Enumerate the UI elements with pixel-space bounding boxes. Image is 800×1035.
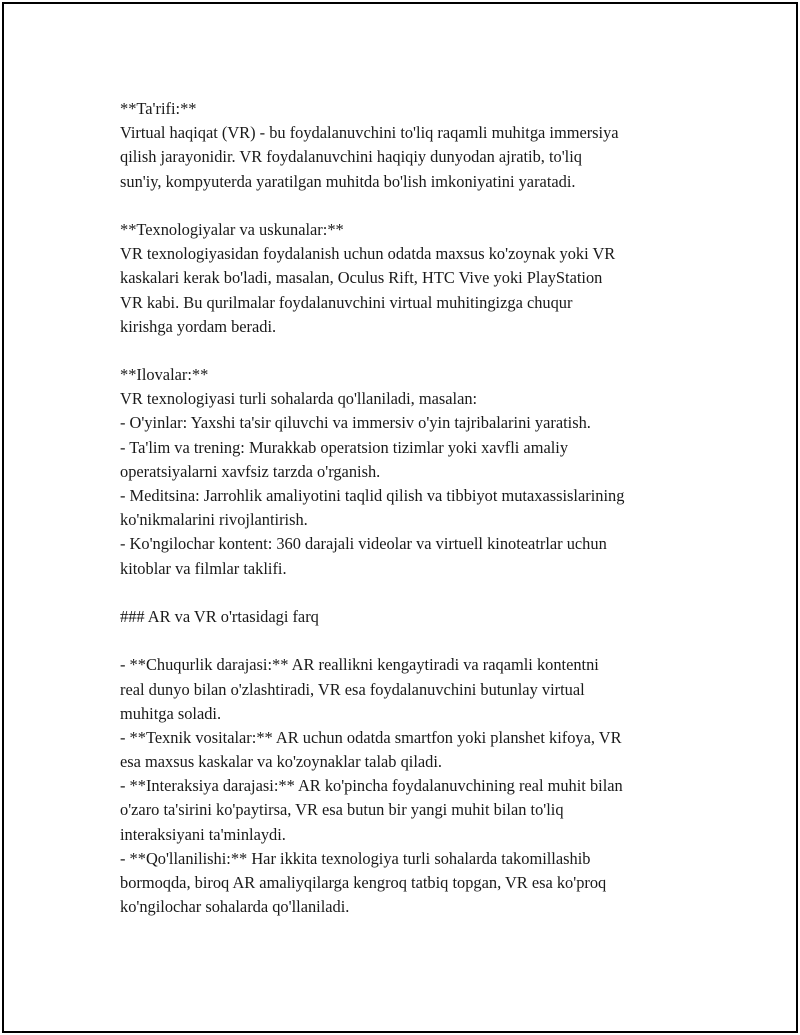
blank-line <box>120 629 700 653</box>
text-line: real dunyo bilan o'zlashtiradi, VR esa foydalanuvchini butunlay virtual <box>120 679 585 699</box>
text-line: kitoblar va filmlar taklifi. <box>120 558 287 578</box>
heading-definition: **Ta'rifi:** <box>120 99 197 118</box>
heading-technologies: **Texnologiyalar va uskunalar:** <box>120 219 344 239</box>
text-line: kirishga yordam beradi. <box>120 316 277 336</box>
list-item: - **Texnik vositalar:** AR uchun odatda smartfon yoki planshet kifoya, VR <box>120 727 622 747</box>
list-item: - **Interaksiya darajasi:** AR ko'pincha foydalanuvchining real muhit bilan <box>120 776 623 796</box>
text-line: ko'ngilochar sohalarda qo'llaniladi. <box>120 897 350 917</box>
text-line: VR kabi. Bu qurilmalar foydalanuvchini virtual muhitingizga chuqur <box>120 292 573 312</box>
text-line: esa maxsus kaskalar va ko'zoynaklar talab qiladi. <box>120 752 443 772</box>
heading-applications: **Ilovalar:** <box>120 365 209 385</box>
list-item: - **Chuqurlik darajasi:** AR reallikni kengaytiradi va raqamli kontentni <box>120 655 599 675</box>
document-page <box>2 2 798 1033</box>
text-line: VR texnologiyasidan foydalanish uchun odatda maxsus ko'zoynak yoki VR <box>120 244 616 264</box>
document-body <box>120 97 700 919</box>
text-line: interaksiyani ta'minlaydi. <box>120 824 286 844</box>
text-line: ko'nikmalarini rivojlantirish. <box>120 510 308 530</box>
text-line: VR texnologiyasi turli sohalarda qo'llaniladi, masalan: <box>120 389 478 409</box>
list-item: - **Qo'llanilishi:** Har ikkita texnologiya turli sohalarda takomillashib <box>120 848 591 868</box>
text-line: bormoqda, biroq AR amaliyqilarga kengroq tatbiq topgan, VR esa ko'proq <box>120 873 607 892</box>
text-line: qilish jarayonidir. VR foydalanuvchini haqiqiy dunyodan ajratib, to'liq <box>120 147 582 167</box>
text-line: kaskalari kerak bo'ladi, masalan, Oculus Rift, HTC Vive yoki PlayStation <box>120 268 603 288</box>
blank-line <box>120 194 700 218</box>
text-line: operatsiyalarni xavfsiz tarzda o'rganish. <box>120 461 381 481</box>
list-item: - O'yinlar: Yaxshi ta'sir qiluvchi va immersiv o'yin tajribalarini yaratish. <box>120 413 591 433</box>
text-line: muhitga soladi. <box>120 703 222 723</box>
blank-line <box>120 581 700 605</box>
text-line: sun'iy, kompyuterda yaratilgan muhitda bo'lish imkoniyatini yaratadi. <box>120 171 576 191</box>
blank-line <box>120 339 700 363</box>
text-line: Virtual haqiqat (VR) - bu foydalanuvchini to'liq raqamli muhitga immersiya <box>120 123 619 143</box>
heading-ar-vs-vr: ### AR va VR o'rtasidagi farq <box>120 606 319 626</box>
list-item: - Ta'lim va trening: Murakkab operatsion tizimlar yoki xavfli amaliy <box>120 437 569 457</box>
text-line: o'zaro ta'sirini ko'paytirsa, VR esa butun bir yangi muhit bilan to'liq <box>120 800 564 820</box>
list-item: - Ko'ngilochar kontent: 360 darajali videolar va virtuell kinoteatrlar uchun <box>120 534 607 554</box>
list-item: - Meditsina: Jarrohlik amaliyotini taqlid qilish va tibbiyot mutaxassislarining <box>120 486 625 505</box>
